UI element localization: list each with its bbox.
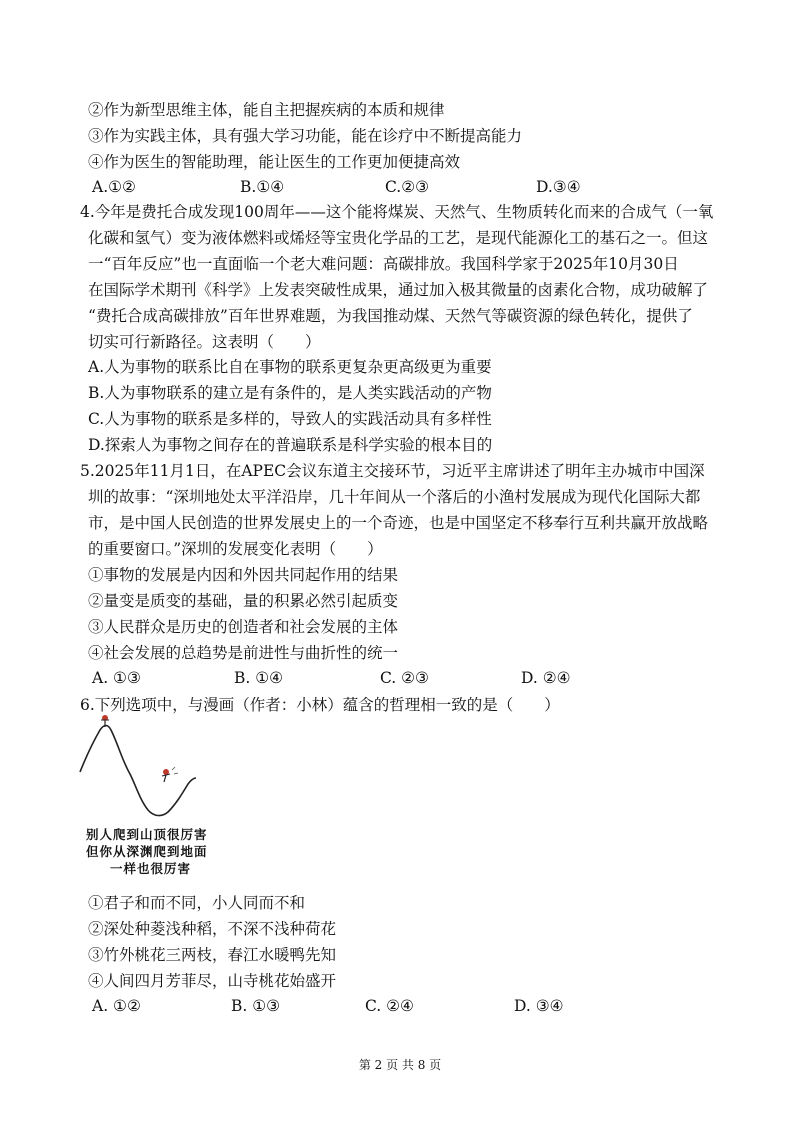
- q5-option-c[interactable]: C. ②③: [380, 669, 429, 687]
- figure-in-chasm-icon: [162, 767, 178, 782]
- q4-stem-line-3: 一“百年反应”也一直面临一个老大难问题：高碳排放。我国科学家于2025年10月30日: [88, 255, 679, 273]
- q5-option-b[interactable]: B. ①④: [234, 669, 284, 687]
- q3-option-b[interactable]: B.①④: [240, 178, 285, 196]
- q3-item-4: ④作为医生的智能助理，能让医生的工作更加便捷高效: [88, 153, 461, 171]
- q4-stem-line-1: 4.今年是费托合成发现100周年——这个能将煤炭、天然气、生物质转化而来的合成气（一氧: [80, 203, 714, 221]
- q4-stem-line-5: “费托合成高碳排放”百年世界难题，为我国推动煤、天然气等碳资源的绿色转化，提供了: [88, 307, 693, 325]
- cartoon-drawing: [78, 712, 238, 824]
- q5-option-d[interactable]: D. ②④: [521, 669, 571, 687]
- q5-item-3: ③人民群众是历史的创造者和社会发展的主体: [88, 618, 399, 636]
- q6-stem: 6.下列选项中，与漫画（作者：小林）蕴含的哲理相一致的是（ ）: [80, 696, 560, 714]
- q5-option-a[interactable]: A. ①③: [92, 669, 141, 687]
- cartoon-caption-line-2: 但你从深渊爬到地面: [86, 844, 208, 859]
- q6-item-3: ③竹外桃花三两枝，春江水暖鸭先知: [88, 946, 337, 964]
- q4-option-c[interactable]: C.人为事物的联系是多样的，导致人的实践活动具有多样性: [88, 410, 492, 428]
- q6-option-b[interactable]: B. ①③: [231, 997, 281, 1015]
- q5-item-4: ④社会发展的总趋势是前进性与曲折性的统一: [88, 644, 399, 662]
- q6-item-4: ④人间四月芳菲尽，山寺桃花始盛开: [88, 972, 337, 990]
- q5-stem-line-1: 5.2025年11月1日，在APEC会议东道主交接环节，习近平主席讲述了明年主办城市中国深: [80, 462, 705, 480]
- q4-stem-line-4: 在国际学术期刊《科学》上发表突破性成果，通过加入极其微量的卤素化合物，成功破解了: [88, 281, 709, 299]
- q6-item-1: ①君子和而不同，小人同而不和: [88, 894, 306, 912]
- q6-option-a[interactable]: A. ①②: [92, 997, 141, 1015]
- q6-option-c[interactable]: C. ②④: [365, 997, 414, 1015]
- q3-option-c[interactable]: C.②③: [385, 178, 430, 196]
- q3-option-a[interactable]: A.①②: [92, 178, 136, 196]
- q3-item-3: ③作为实践主体，具有强大学习功能，能在诊疗中不断提高能力: [88, 127, 523, 145]
- q4-option-b[interactable]: B.人为事物联系的建立是有条件的，是人类实践活动的产物: [88, 384, 492, 402]
- cartoon: [78, 712, 238, 876]
- q5-stem-line-2: 圳的故事：“深圳地处太平洋沿岸，几十年间从一个落后的小渔村发展成为现代化国际大都: [88, 488, 701, 506]
- q6-item-2: ②深处种菱浅种稻，不深不浅种荷花: [88, 920, 337, 938]
- q5-item-1: ①事物的发展是内因和外因共同起作用的结果: [88, 566, 399, 584]
- q6-option-d[interactable]: D. ③④: [514, 997, 564, 1015]
- page-footer: 第 2 页 共 8 页: [358, 1058, 442, 1072]
- cartoon-caption-line-1: 别人爬到山顶很厉害: [86, 827, 208, 842]
- q3-option-d[interactable]: D.③④: [536, 178, 581, 196]
- q4-option-d[interactable]: D.探索人为事物之间存在的普遍联系是科学实验的根本目的: [88, 436, 493, 454]
- q4-option-a[interactable]: A.人为事物的联系比自在事物的联系更复杂更高级更为重要: [88, 358, 492, 376]
- q5-stem-line-4: 的重要窗口。”深圳的发展变化表明（ ）: [88, 540, 383, 558]
- q5-stem-line-3: 市，是中国人民创造的世界发展史上的一个奇迹，也是中国坚定不移奉行互利共赢开放战略: [88, 514, 709, 532]
- q4-stem-line-2: 化碳和氢气）变为液体燃料或烯烃等宝贵化学品的工艺，是现代能源化工的基石之一。但这: [88, 229, 709, 247]
- q5-item-2: ②量变是质变的基础，量的积累必然引起质变: [88, 592, 399, 610]
- q4-stem-line-6: 切实可行新路径。这表明（ ）: [88, 333, 321, 351]
- q3-item-2: ②作为新型思维主体，能自主把握疾病的本质和规律: [88, 101, 445, 119]
- cartoon-caption-line-3: 一样也很厉害: [110, 861, 192, 876]
